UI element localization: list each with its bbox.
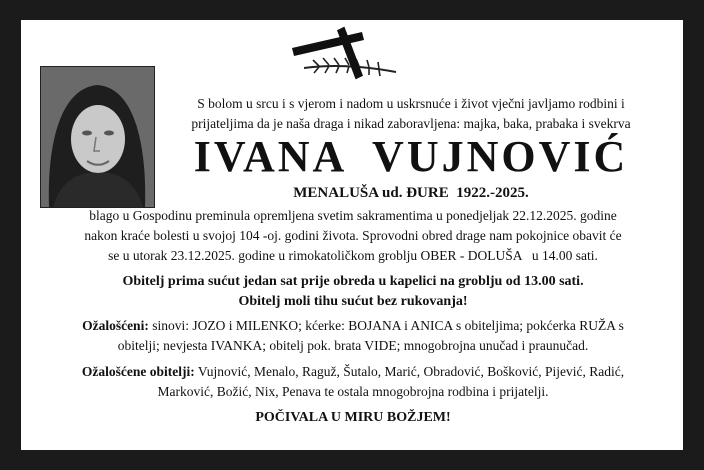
intro-line: prijateljima da je naša draga i nikad zaboravljena: majka, baka, prabaka i svekrva xyxy=(191,116,631,131)
announcement-line: se u utorak 23.12.2025. godine u rimokatoličkom groblju OBER - DOLUŠA u 14.00 sati. xyxy=(108,248,598,263)
notice-line: Obitelj moli tihu sućut bez rukovanja! xyxy=(238,294,468,309)
mourners-list: obitelji; nevjesta IVANKA; obitelj pok. brata VIDE; mnogobrojna unučad i praunučad. xyxy=(117,338,589,353)
intro-text xyxy=(161,94,661,134)
obituary-card xyxy=(21,20,683,450)
announcement-line: nakon kraće bolesti u svojoj 104 -oj. godini života. Sprovodni obred drage nam pokojnice obavit će xyxy=(84,228,622,243)
intro-line: S bolom u srcu i s vjerom i nadom u uskrsnuće i život vječni javljamo rodbini i xyxy=(197,96,625,111)
mourners-label: Ožalošćeni: xyxy=(82,318,149,333)
deceased-name: IVANA VUJNOVIĆ xyxy=(193,132,629,181)
death-announcement xyxy=(43,206,663,266)
mourners-list: sinovi: JOZO i MILENKO; kćerke: BOJANA i ANICA s obiteljima; pokćerka RUŽA s xyxy=(148,318,624,333)
families-list: Vujnović, Menalo, Raguž, Šutalo, Marić, Obradović, Bošković, Pijević, Radić, xyxy=(194,364,625,379)
families-label: Ožalošćene obitelji: xyxy=(81,364,195,379)
families-list: Marković, Božić, Nix, Penava te ostala mnogobrojna rodbina i prijatelji. xyxy=(157,384,549,399)
notice-line: Obitelj prima sućut jedan sat prije obreda u kapelici na groblju od 13.00 sati. xyxy=(122,274,584,289)
mourners-section xyxy=(43,316,663,356)
announcement-line: blago u Gospodinu preminula opremljena svetim sakramentima u ponedjeljak 22.12.2025. godine xyxy=(89,208,617,223)
portrait-photo xyxy=(40,66,155,208)
cross-with-palm-icon xyxy=(284,26,404,86)
families-section xyxy=(43,362,663,402)
condolence-notice xyxy=(43,272,663,312)
closing-blessing: POČIVALA U MIRU BOŽJEM! xyxy=(255,410,451,425)
deceased-details: MENALUŠA ud. ĐURE 1922.-2025. xyxy=(293,185,529,201)
